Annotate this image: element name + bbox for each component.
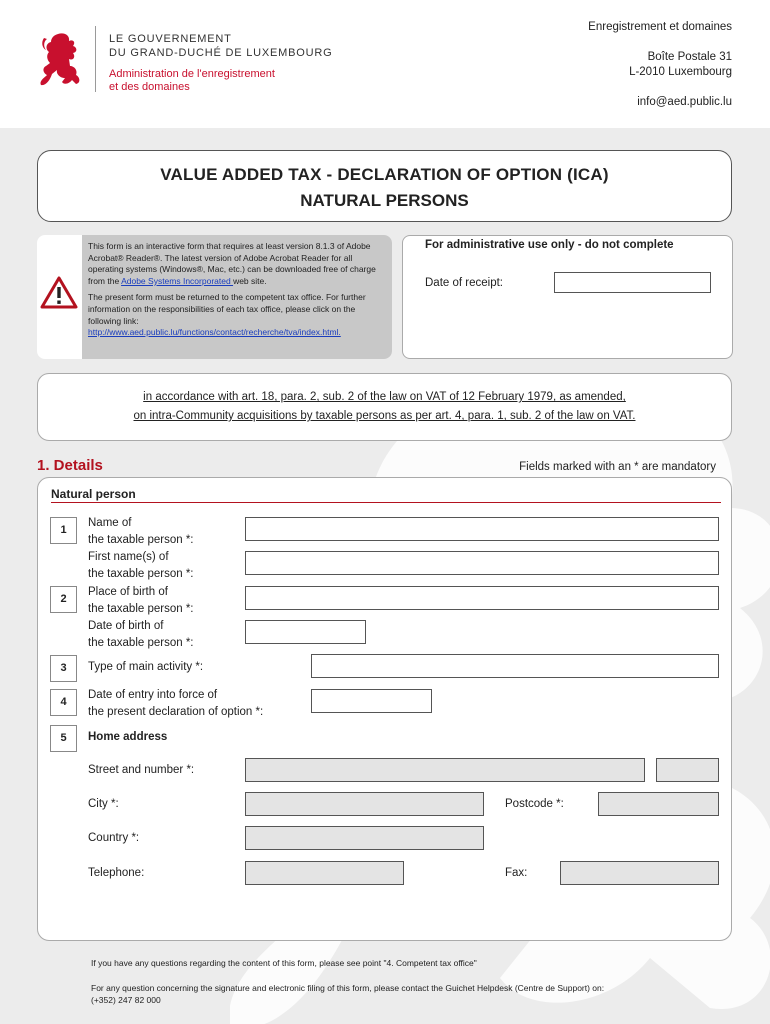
place-of-birth-label: Place of birth of the taxable person *: <box>88 586 194 615</box>
city-label: City *: <box>88 798 119 810</box>
entry-date-label: Date of entry into force of the present declaration of option *: <box>88 689 264 718</box>
telephone-input[interactable] <box>245 861 404 885</box>
header-divider <box>95 26 96 92</box>
red-lion-logo <box>36 30 84 92</box>
fax-label: Fax: <box>505 867 528 879</box>
tax-office-link[interactable]: http://www.aed.public.lu/functions/contact/recherche/tva/index.html. <box>88 327 341 338</box>
date-of-receipt-field[interactable] <box>554 272 711 293</box>
heading-underline <box>51 502 721 503</box>
form-title-box <box>37 150 732 222</box>
administration-name <box>109 68 275 94</box>
gov-line-1: LE GOUVERNEMENT <box>109 33 232 45</box>
warning-icon <box>39 275 79 311</box>
home-address-label: Home address <box>88 731 168 743</box>
name-input[interactable] <box>245 517 719 541</box>
entry-date-input[interactable] <box>311 689 432 713</box>
info-notice <box>37 235 392 359</box>
admin-use-title: For administrative use only - do not complete <box>425 239 674 251</box>
admin-line-2: et des domaines <box>109 81 190 93</box>
street-input[interactable] <box>245 758 645 782</box>
info-text <box>82 235 392 359</box>
address-line-3: L-2010 Luxembourg <box>629 66 732 78</box>
first-name-input[interactable] <box>245 551 719 575</box>
postal-address <box>588 20 732 110</box>
fax-input[interactable] <box>560 861 719 885</box>
name-label: Name of the taxable person *: <box>88 517 194 546</box>
adobe-link[interactable]: Adobe Systems Incorporated <box>121 275 234 286</box>
helpdesk-phone: (+352) 247 82 000 <box>91 994 161 1005</box>
gov-line-2: DU GRAND-DUCHÉ DE LUXEMBOURG <box>109 47 333 59</box>
street-label: Street and number *: <box>88 764 195 776</box>
details-form <box>37 477 732 941</box>
form-subtitle: NATURAL PERSONS <box>300 191 469 210</box>
section-title: 1. Details <box>37 457 103 474</box>
number-badge-5: 5 <box>50 725 77 752</box>
admin-use-box <box>402 235 733 359</box>
country-label: Country *: <box>88 832 140 844</box>
info-paragraph-2: The present form must be returned to the competent tax office. For further information on the responsibilities of each tax office, please click on the following link: http://www.aed.public.lu/functions/contact/recherche/tva/index.html. <box>88 292 366 338</box>
place-of-birth-input[interactable] <box>245 586 719 610</box>
telephone-label: Telephone: <box>88 867 145 879</box>
address-line-2: Boîte Postale 31 <box>647 50 732 63</box>
admin-line-1: Administration de l'enregistrement <box>109 68 275 80</box>
postcode-input[interactable] <box>598 792 719 816</box>
legal-basis-line-2: on intra-Community acquisitions by taxable persons as per art. 4, para. 1, sub. 2 of the law on VAT. <box>133 410 636 422</box>
address-line-1: Enregistrement et domaines <box>588 21 732 33</box>
info-paragraph-1: This form is an interactive form that requires at least version 8.1.3 of Adobe Acrobat® Reader®. The latest version of Adobe Acrobat Reader for all operating systems (Windows®, Mac, etc.) can be downloaded free of charge from the Adobe Systems Incorporated web site. <box>88 241 376 286</box>
number-badge-2: 2 <box>50 586 77 613</box>
government-name <box>109 32 332 60</box>
main-activity-input[interactable] <box>311 654 719 678</box>
legal-basis-box <box>37 373 732 441</box>
first-name-label: First name(s) of the taxable person *: <box>88 551 194 580</box>
main-activity-label: Type of main activity *: <box>88 661 204 673</box>
contact-email[interactable]: info@aed.public.lu <box>637 95 732 108</box>
number-badge-3: 3 <box>50 655 77 682</box>
footer-note-helpdesk: For any question concerning the signature and electronic filing of this form, please contact the Guichet Helpdesk (Centre de Support) on: (+352) 247 82 000 <box>91 983 711 1006</box>
city-input[interactable] <box>245 792 484 816</box>
mandatory-note: Fields marked with an * are mandatory <box>519 461 716 473</box>
footer-note-content: If you have any questions regarding the content of this form, please see point "4. Competent tax office" <box>91 958 477 968</box>
legal-basis-line-1: in accordance with art. 18, para. 2, sub. 2 of the law on VAT of 12 February 1979, as amended, <box>143 391 626 403</box>
house-number-input[interactable] <box>656 758 719 782</box>
country-input[interactable] <box>245 826 484 850</box>
natural-person-heading: Natural person <box>51 487 136 501</box>
date-of-receipt-label: Date of receipt: <box>425 277 503 289</box>
date-of-birth-label: Date of birth of the taxable person *: <box>88 620 194 649</box>
postcode-label: Postcode *: <box>505 798 564 810</box>
date-of-birth-input[interactable] <box>245 620 366 644</box>
number-badge-4: 4 <box>50 689 77 716</box>
form-title: VALUE ADDED TAX - DECLARATION OF OPTION (ICA) <box>160 165 609 184</box>
number-badge-1: 1 <box>50 517 77 544</box>
letterhead <box>0 0 770 128</box>
